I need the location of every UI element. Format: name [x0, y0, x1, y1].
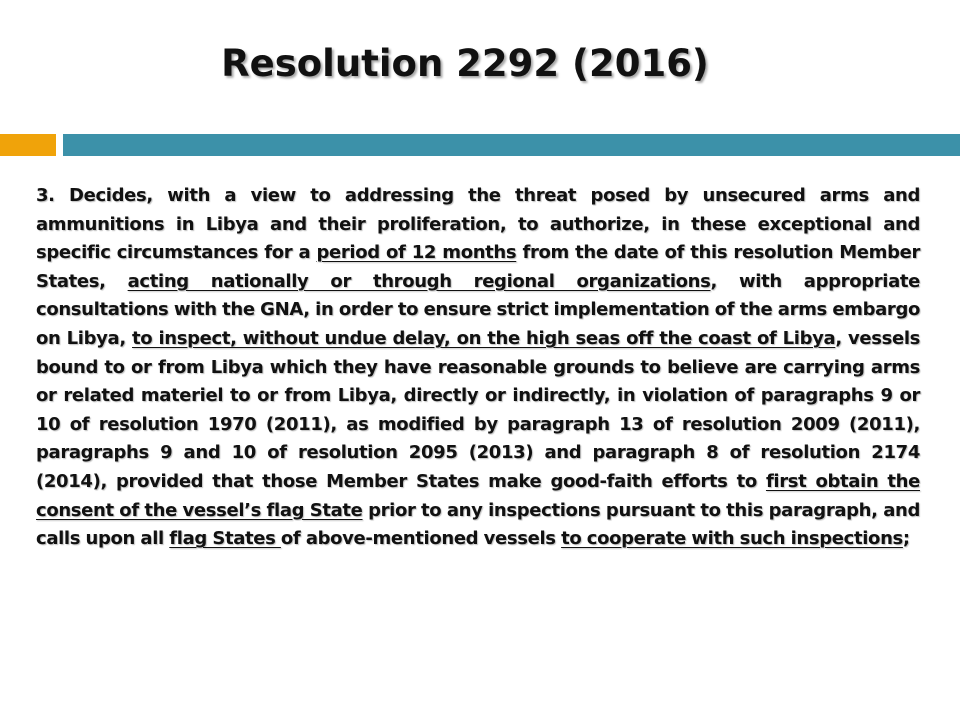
- slide-title: Resolution 2292 (2016): [221, 42, 709, 85]
- underlined-segment: flag States: [169, 528, 281, 550]
- underlined-segment: acting nationally or through regional organizations: [127, 270, 711, 292]
- text-segment: prior to any inspections pursuant to this paragraph, and calls upon all: [36, 499, 920, 550]
- text-segment: ;: [902, 528, 910, 550]
- text-segment: of above-mentioned vessels: [280, 528, 562, 550]
- text-segment: from the date of this resolution Member States,: [36, 242, 920, 292]
- accent-bar-teal: [63, 134, 960, 156]
- underlined-segment: first obtain the consent of the vessel’s flag State: [36, 470, 921, 521]
- underlined-segment: period of 12 months: [316, 242, 517, 264]
- text-segment: , with appropriate consultations with the GNA, in order to ensure strict implementation of the arms embargo on Libya,: [36, 270, 920, 349]
- text-segment: 3. Decides, with a view to addressing the threat posed by unsecured arms and ammunitions in Libya and their proliferation, to authorize, in these exceptional and specific circumstances for a: [36, 185, 920, 264]
- underlined-segment: to cooperate with such inspections: [561, 528, 903, 550]
- underlined-segment: to inspect, without undue delay, on the high seas off the coast of Libya: [132, 327, 836, 349]
- text-segment: , vessels bound to or from Libya which they have reasonable grounds to believe are carrying arms or related materiel to or from Libya, directly or indirectly, in violation of paragraphs 9 or 10 of resolution 1970 (2011), as modified by paragraph 13 of resolution 2009 (2011), paragraphs 9 and 10 of resolution 2095 (2013) and paragraph 8 of resolution 2174 (2014), provided that those Member States make good-faith efforts to: [36, 327, 921, 492]
- accent-bar-orange: [0, 134, 56, 156]
- resolution-paragraph: [36, 182, 920, 554]
